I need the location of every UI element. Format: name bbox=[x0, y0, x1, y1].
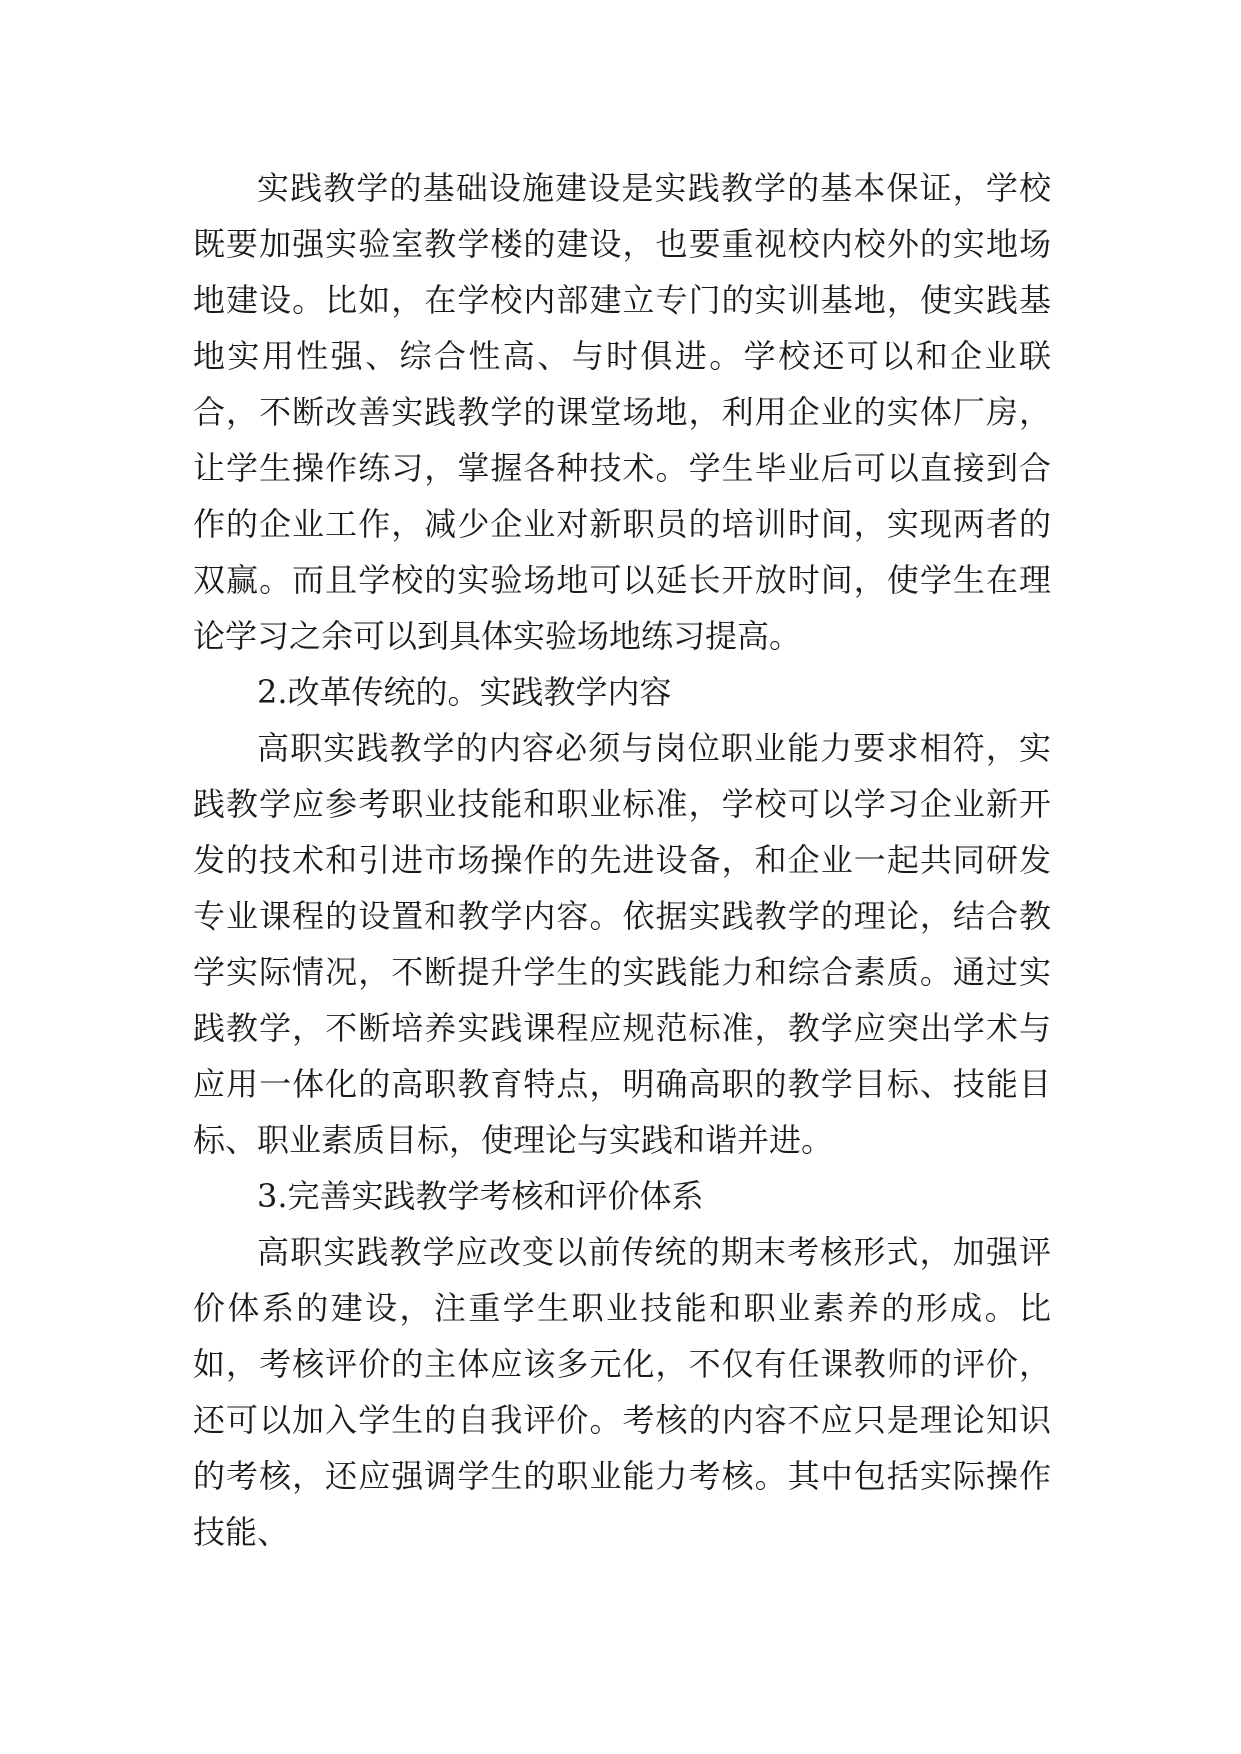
document-body bbox=[193, 160, 1051, 1560]
paragraph-infrastructure: 实践教学的基础设施建设是实践教学的基本保证，学校既要加强实验室教学楼的建设，也要重视校内校外的实地场地建设。比如，在学校内部建立专门的实训基地，使实践基地实用性强、综合性高、与时俱进。学校还可以和企业联合，不断改善实践教学的课堂场地，利用企业的实体厂房，让学生操作练习，掌握各种技术。学生毕业后可以直接到合作的企业工作，减少企业对新职员的培训时间，实现两者的双赢。而且学校的实验场地可以延长开放时间，使学生在理论学习之余可以到具体实验场地练习提高。 bbox=[193, 169, 1051, 655]
paragraph-assessment: 高职实践教学应改变以前传统的期末考核形式，加强评价体系的建设，注重学生职业技能和职业素养的形成。比如，考核评价的主体应该多元化，不仅有任课教师的评价，还可以加入学生的自我评价。考核的内容不应只是理论知识的考核，还应强调学生的职业能力考核。其中包括实际操作技能、 bbox=[193, 1233, 1051, 1551]
section-heading-2: 2.改革传统的。实践教学内容 bbox=[257, 673, 672, 711]
paragraph-teaching-content: 高职实践教学的内容必须与岗位职业能力要求相符，实践教学应参考职业技能和职业标准，学校可以学习企业新开发的技术和引进市场操作的先进设备，和企业一起共同研发专业课程的设置和教学内容。依据实践教学的理论，结合教学实际情况，不断提升学生的实践能力和综合素质。通过实践教学，不断培养实践课程应规范标准，教学应突出学术与应用一体化的高职教育特点，明确高职的教学目标、技能目标、职业素质目标，使理论与实践和谐并进。 bbox=[193, 729, 1051, 1159]
section-heading-3: 3.完善实践教学考核和评价体系 bbox=[257, 1177, 704, 1215]
